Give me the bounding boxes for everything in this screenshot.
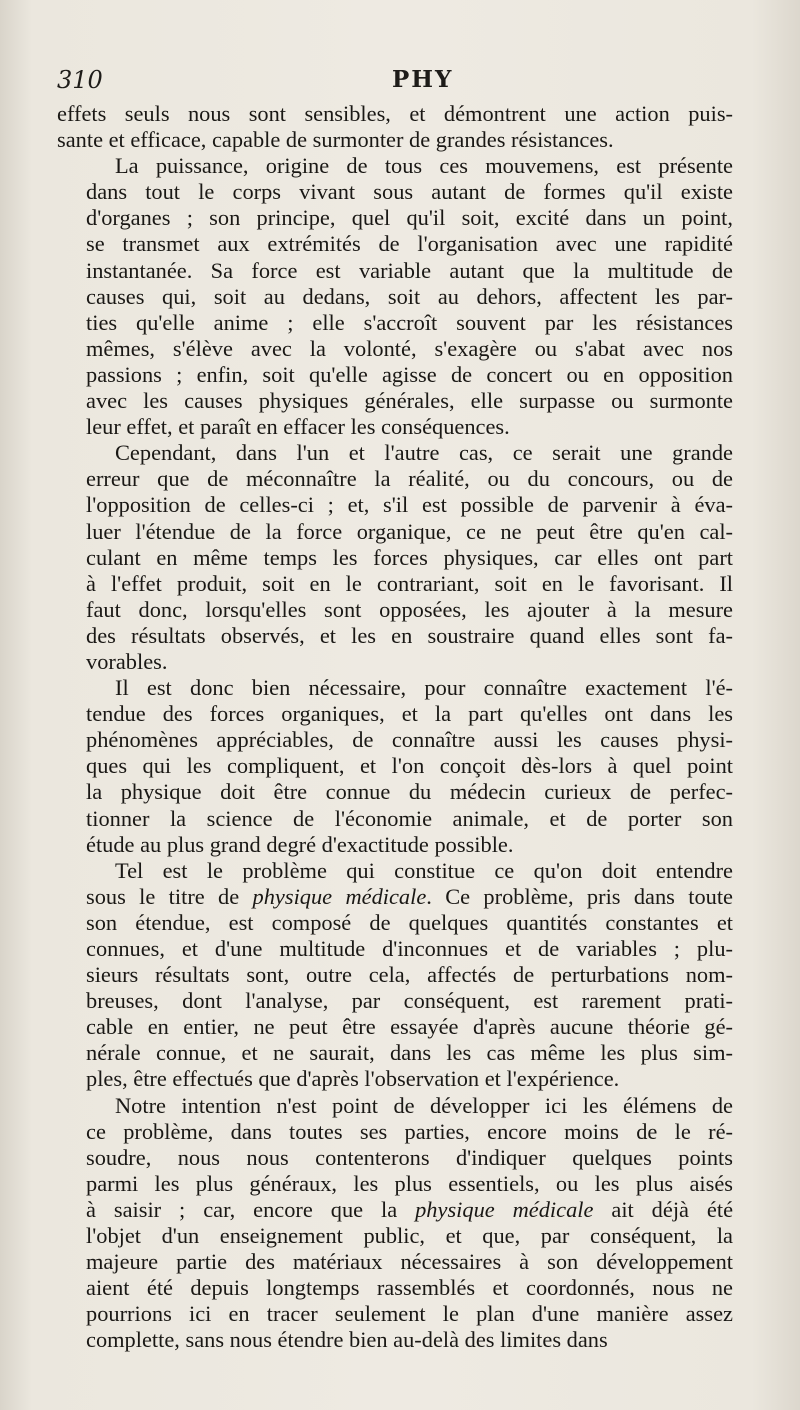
text-line: nérale connue, et ne saurait, dans les cas même les plus sim-: [86, 1040, 733, 1066]
text-line: d'organes ; son principe, quel qu'il soit, excité dans un point,: [86, 205, 733, 231]
text-line: tendue des forces organiques, et la part qu'elles ont dans les: [86, 701, 733, 727]
text-line: sante et efficace, capable de surmonter de grandes résistances.: [57, 127, 614, 153]
text-line: connues, et d'une multitude d'inconnues et de variables ; plu-: [86, 936, 733, 961]
page-number: 310: [57, 66, 103, 94]
text-line: à saisir ; car, encore que la physique médicale ait déjà été: [86, 1196, 734, 1222]
text-line: dans tout le corps vivant sous autant de formes qu'il existe: [86, 179, 733, 205]
text-line: leur effet, et paraît en effacer les conséquences.: [86, 414, 510, 440]
text-line: instantanée. Sa force est variable autant que la multitude de: [86, 257, 733, 283]
paragraph: [57, 440, 733, 675]
text-line: étude au plus grand degré d'exactitude possible.: [86, 831, 514, 857]
text-line: tionner la science de l'économie animale, et de porter son: [86, 805, 733, 831]
text-line: son étendue, est composé de quelques quantités constantes et: [86, 909, 733, 935]
text-line: faut donc, lorsqu'elles sont opposées, les ajouter à la mesure: [86, 596, 733, 622]
text-line: sieurs résultats sont, outre cela, affectés de perturbations nom-: [86, 962, 733, 988]
text-line: complette, sans nous étendre bien au-delà des limites dans: [86, 1327, 608, 1353]
body-text: [57, 101, 733, 1354]
text-line: aient été depuis longtemps rassemblés et coordonnés, nous ne: [86, 1275, 733, 1301]
text-line: mêmes, s'élève avec la volonté, s'exagère ou s'abat avec nos: [86, 335, 733, 361]
text-line: des résultats observés, et les en soustraire quand elles sont fa-: [86, 622, 733, 648]
text-line: ce problème, dans toutes ses parties, encore moins de le ré-: [86, 1118, 733, 1144]
text-line: se transmet aux extrémités de l'organisation avec une rapidité: [86, 231, 733, 257]
text-line: effets seuls nous sont sensibles, et démontrent une action puis-: [57, 101, 733, 126]
text-line: breuses, dont l'analyse, par conséquent, est rarement prati-: [86, 988, 733, 1014]
text-line: avec les causes physiques générales, elle surpasse ou surmonte: [86, 388, 733, 414]
text-line: ques qui les compliquent, et l'on conçoit dès-lors à quel point: [86, 753, 733, 779]
text-line: luer l'étendue de la force organique, ce ne peut être qu'en cal-: [86, 518, 733, 544]
text-line: vorables.: [86, 648, 168, 674]
emphasized-term: physique médicale: [252, 883, 427, 909]
text-line: passions ; enfin, soit qu'elle agisse de concert ou en opposition: [86, 361, 733, 387]
text-line: ples, être effectués que d'après l'observation et l'expérience.: [86, 1066, 620, 1092]
paragraph: [57, 1093, 733, 1354]
text-line: pourrions ici en tracer seulement le plan d'une manière assez: [86, 1301, 733, 1327]
page-header: [57, 66, 737, 100]
text-line: parmi les plus généraux, les plus essentiels, ou les plus aisés: [86, 1170, 733, 1196]
text-line: soudre, nous nous contenterons d'indiquer quelques points: [86, 1144, 733, 1170]
running-head: PHY: [392, 66, 454, 93]
text-line: majeure partie des matériaux nécessaires à son développement: [86, 1249, 733, 1275]
paragraph: [57, 858, 733, 1093]
text-line: causes qui, soit au dedans, soit au dehors, affectent les par-: [86, 283, 733, 309]
text-line: la physique doit être connue du médecin curieux de perfec-: [86, 779, 733, 805]
text-line: sous le titre de physique médicale. Ce problème, pris dans toute: [86, 883, 733, 909]
paragraph: [57, 675, 733, 858]
text-line: Cependant, dans l'un et l'autre cas, ce serait une grande: [115, 440, 733, 466]
text-line: Notre intention n'est point de développer ici les élémens de: [115, 1092, 733, 1118]
text-line: Il est donc bien nécessaire, pour connaître exactement l'é-: [115, 675, 733, 701]
text-line: l'opposition de celles-ci ; et, s'il est possible de parvenir à éva-: [86, 492, 733, 518]
text-line: phénomènes appréciables, de connaître aussi les causes physi-: [86, 727, 733, 753]
text-line: erreur que de méconnaître la réalité, ou du concours, ou de: [86, 466, 733, 492]
text-line: à l'effet produit, soit en le contrariant, soit en le favorisant. Il: [86, 570, 733, 596]
text-line: ties qu'elle anime ; elle s'accroît souvent par les résistances: [86, 309, 733, 335]
paragraph: [57, 101, 733, 153]
paragraph: [57, 153, 733, 440]
emphasized-term: physique médicale: [415, 1196, 594, 1222]
text-line: Tel est le problème qui constitue ce qu'on doit entendre: [115, 857, 733, 883]
text-line: l'objet d'un enseignement public, et que, par conséquent, la: [86, 1223, 733, 1249]
text-line: culant en même temps les forces physiques, car elles ont part: [86, 544, 733, 570]
text-line: cable en entier, ne peut être essayée d'après aucune théorie gé-: [86, 1014, 733, 1040]
text-line: La puissance, origine de tous ces mouvemens, est présente: [115, 153, 733, 179]
